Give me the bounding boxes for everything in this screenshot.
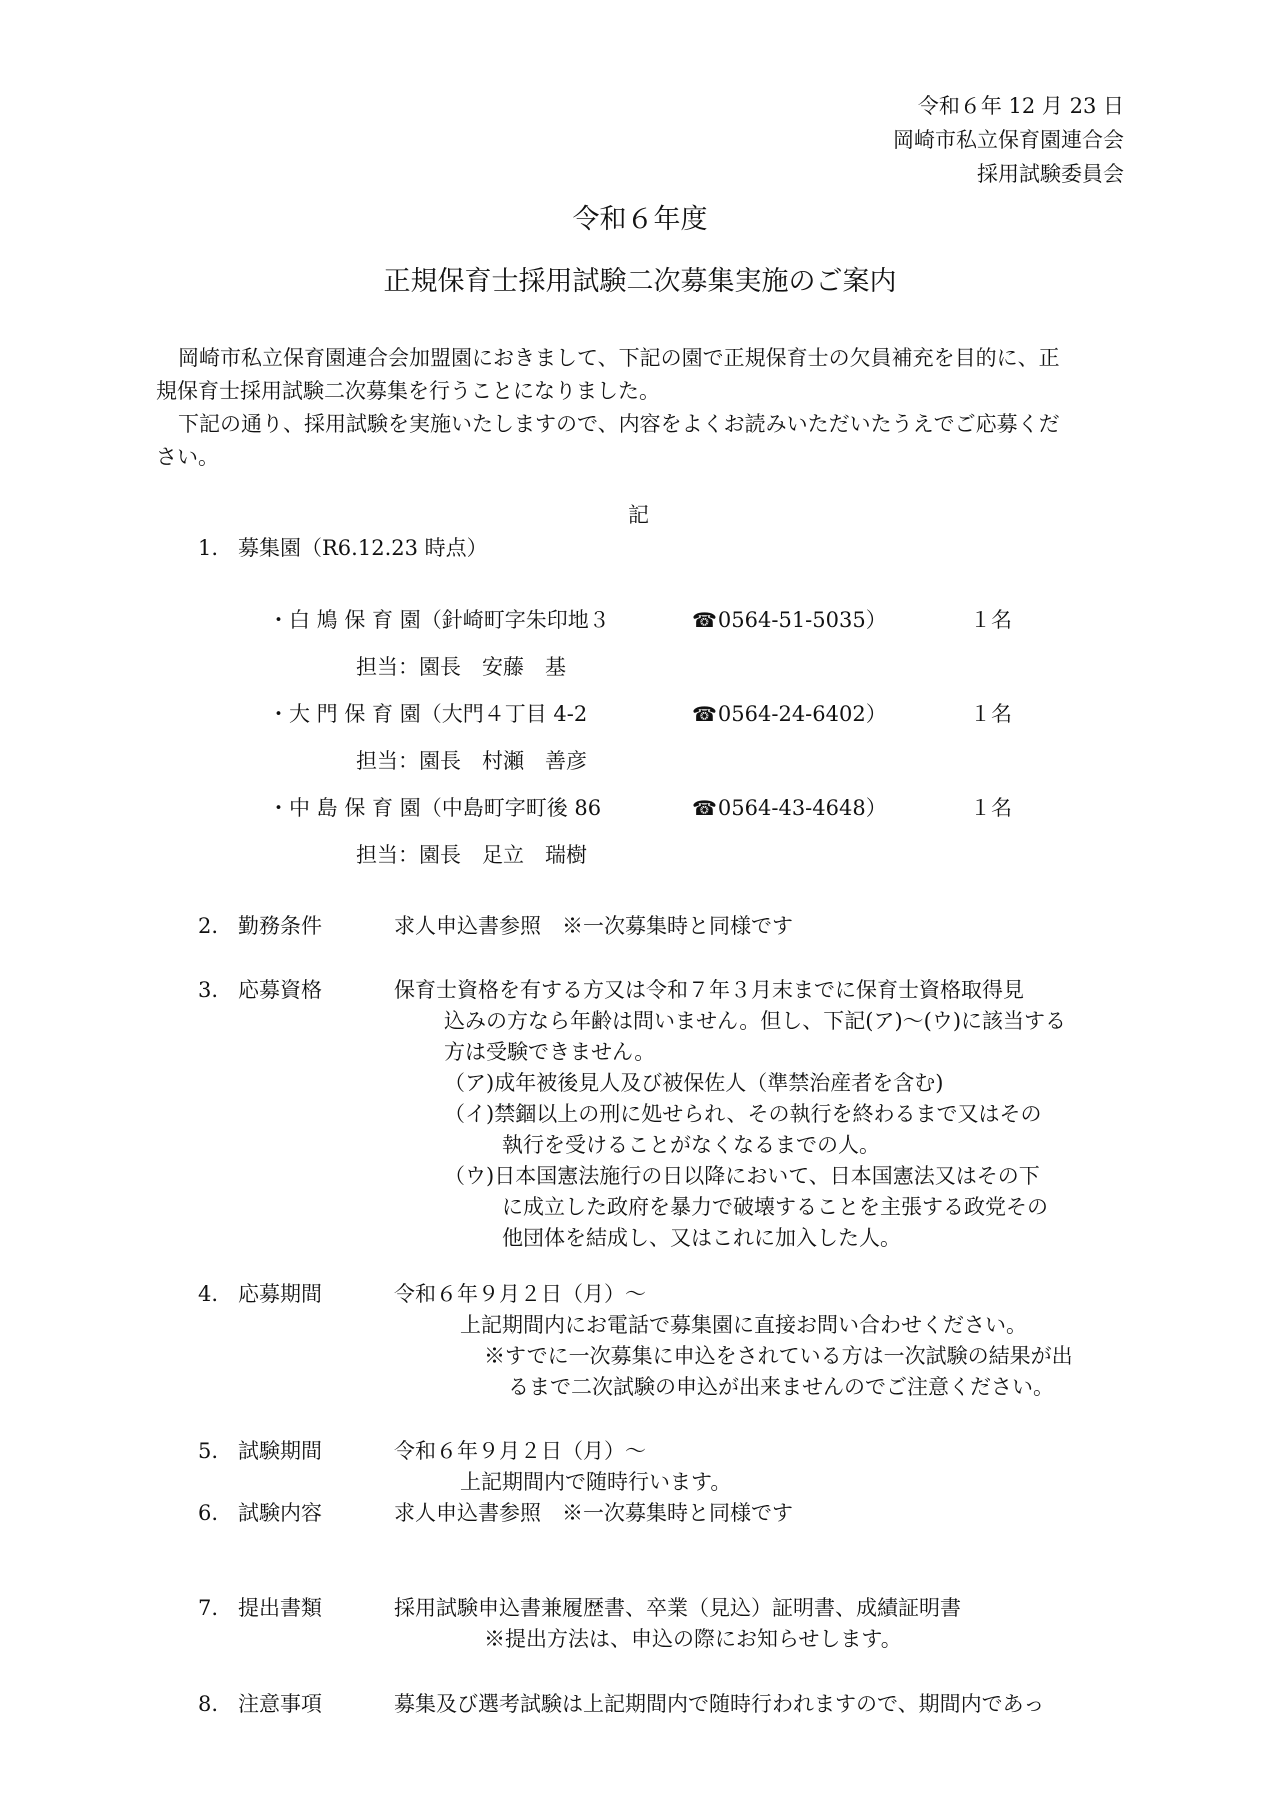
page-title: 正規保育士採用試験二次募集実施のご案内 (383, 266, 897, 297)
section-6-number: 6. (198, 1501, 219, 1525)
school-contact: 担当：園長 足立 瑞樹 (356, 843, 587, 867)
disqualification-c-line-2: に成立した政府を暴力で破壊することを主張する政党その (502, 1195, 1048, 1219)
section-3-line-2: 込みの方なら年齢は問いません。但し、下記(ア)～(ウ)に該当する (444, 1009, 1067, 1033)
section-7-line-1: 採用試験申込書兼履歴書、卒業（見込）証明書、成績証明書 (394, 1596, 961, 1620)
school-name: ・中 島 保 育 園（中島町字町後 86 (268, 796, 602, 820)
exam-period-start: 令和６年９月２日（月）～ (394, 1439, 646, 1463)
section-6-label: 試験内容 (238, 1501, 322, 1525)
section-4-note-line-2: るまで二次試験の申込が出来ませんのでご注意ください。 (508, 1375, 1054, 1399)
section-8-label: 注意事項 (238, 1692, 322, 1716)
section-2-text: 求人申込書参照 ※一次募集時と同様です (394, 914, 793, 938)
intro-paragraph-1-line-2: 規保育士採用試験二次募集を行うことになりました。 (156, 379, 660, 403)
application-period-start: 令和６年９月２日（月）～ (394, 1282, 646, 1306)
disqualification-a: （ア)成年被後見人及び被保佐人（準禁治産者を含む) (444, 1071, 944, 1095)
section-1-number: 1. (198, 536, 219, 560)
section-1-heading: 募集園（R6.12.23 時点） (238, 536, 488, 560)
school-recruit-count: １名 (970, 796, 1012, 820)
document-date: 令和６年 12 月 23 日 (917, 94, 1124, 118)
page-title-year: 令和６年度 (572, 204, 708, 235)
section-3-line-1: 保育士資格を有する方又は令和７年３月末までに保育士資格取得見 (394, 978, 1024, 1002)
section-3-number: 3. (198, 978, 219, 1002)
disqualification-b-line-1: （イ)禁錮以上の刑に処せられ、その執行を終わるまで又はその (444, 1102, 1042, 1126)
telephone-icon: ☎ (692, 702, 717, 726)
section-5-number: 5. (198, 1439, 219, 1463)
school-contact: 担当：園長 安藤 基 (356, 655, 566, 679)
section-7-line-2: ※提出方法は、申込の際にお知らせします。 (484, 1627, 902, 1651)
school-recruit-count: １名 (970, 608, 1012, 632)
organization-name: 岡崎市私立保育園連合会 (893, 128, 1124, 152)
school-phone: ☎0564-51-5035） (692, 608, 887, 632)
school-contact: 担当：園長 村瀬 善彦 (356, 749, 587, 773)
school-phone: ☎0564-43-4648） (692, 796, 887, 820)
disqualification-c-line-3: 他団体を結成し、又はこれに加入した人。 (502, 1226, 901, 1250)
school-name: ・白 鳩 保 育 園（針崎町字朱印地３ (268, 608, 610, 632)
section-7-label: 提出書類 (238, 1596, 322, 1620)
telephone-icon: ☎ (692, 796, 717, 820)
section-7-number: 7. (198, 1596, 219, 1620)
section-4-number: 4. (198, 1282, 219, 1306)
section-2-label: 勤務条件 (238, 914, 322, 938)
section-5-line-2: 上記期間内で随時行います。 (460, 1470, 732, 1494)
disqualification-b-line-2: 執行を受けることがなくなるまでの人。 (502, 1133, 880, 1157)
school-recruit-count: １名 (970, 702, 1012, 726)
section-8-line-1: 募集及び選考試験は上記期間内で随時行われますので、期間内であっ (394, 1692, 1045, 1716)
section-5-label: 試験期間 (238, 1439, 322, 1463)
section-4-line-2: 上記期間内にお電話で募集園に直接お問い合わせください。 (460, 1313, 1027, 1337)
section-8-number: 8. (198, 1692, 219, 1716)
section-3-line-3: 方は受験できません。 (444, 1040, 656, 1064)
telephone-icon: ☎ (692, 608, 717, 632)
school-name: ・大 門 保 育 園（大門４丁目 4-2 (268, 702, 588, 726)
section-4-label: 応募期間 (238, 1282, 322, 1306)
intro-paragraph-1-line-1: 岡崎市私立保育園連合会加盟園におきまして、下記の園で正規保育士の欠員補充を目的に、正 (178, 346, 1060, 370)
section-2-number: 2. (198, 914, 219, 938)
intro-paragraph-2-line-1: 下記の通り、採用試験を実施いたしますので、内容をよくお読みいただいたうえでご応募くだ (178, 412, 1060, 436)
disqualification-c-line-1: （ウ)日本国憲法施行の日以降において、日本国憲法又はその下 (444, 1164, 1040, 1188)
section-3-label: 応募資格 (238, 978, 322, 1002)
committee-name: 採用試験委員会 (977, 162, 1124, 186)
ki-marker: 記 (628, 503, 649, 527)
section-4-note-line-1: ※すでに一次募集に申込をされている方は一次試験の結果が出 (484, 1344, 1073, 1368)
section-6-text: 求人申込書参照 ※一次募集時と同様です (394, 1501, 793, 1525)
school-phone: ☎0564-24-6402） (692, 702, 887, 726)
intro-paragraph-2-line-2: さい。 (156, 445, 219, 469)
